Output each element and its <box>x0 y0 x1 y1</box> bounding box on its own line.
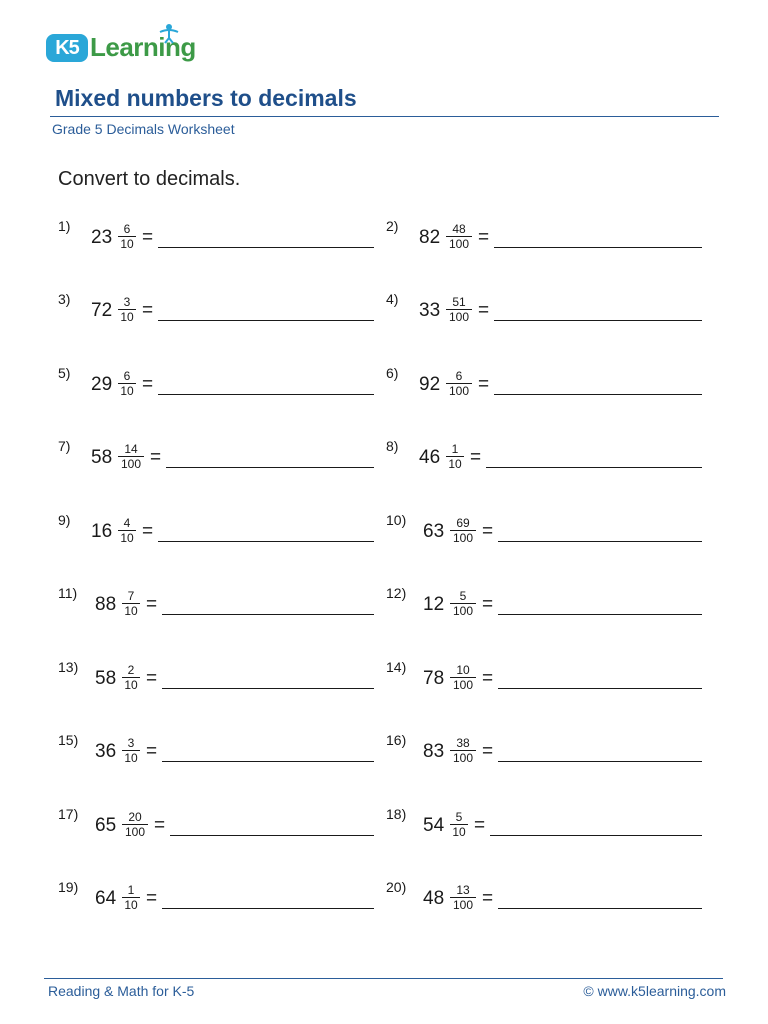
whole-number: 88 <box>95 594 117 615</box>
fraction-numerator: 7 <box>127 589 135 603</box>
fraction <box>446 369 472 399</box>
fraction-denominator: 10 <box>452 825 466 839</box>
answer-line[interactable] <box>162 688 374 689</box>
fraction <box>446 222 472 252</box>
k5-learning-logo <box>44 22 214 68</box>
fraction-numerator: 48 <box>452 222 466 236</box>
whole-number: 36 <box>95 741 117 762</box>
equals-sign: = <box>142 521 154 542</box>
equals-sign: = <box>482 594 494 615</box>
fraction <box>446 295 472 325</box>
whole-number: 12 <box>423 594 445 615</box>
fraction-denominator: 100 <box>448 237 470 251</box>
equals-sign: = <box>482 741 494 762</box>
fraction-numerator: 5 <box>455 810 463 824</box>
problem-number: 4) <box>386 291 399 307</box>
problem-number: 1) <box>58 218 71 234</box>
fraction-numerator: 6 <box>123 222 131 236</box>
whole-number: 82 <box>419 227 441 248</box>
problem-number: 11) <box>58 585 78 601</box>
problem-item <box>386 512 704 552</box>
equals-sign: = <box>146 888 158 909</box>
answer-line[interactable] <box>158 394 374 395</box>
equals-sign: = <box>474 815 486 836</box>
equals-sign: = <box>146 741 158 762</box>
fraction <box>450 516 476 546</box>
whole-number: 33 <box>419 300 441 321</box>
page-title: Mixed numbers to decimals <box>55 85 357 111</box>
fraction-denominator: 100 <box>452 898 474 912</box>
problem-item <box>386 806 704 846</box>
answer-line[interactable] <box>498 761 702 762</box>
whole-number: 64 <box>95 888 117 909</box>
whole-number: 46 <box>419 447 441 468</box>
answer-line[interactable] <box>166 467 374 468</box>
problem-item <box>386 365 704 405</box>
fraction-numerator: 13 <box>456 883 470 897</box>
problem-item <box>386 291 704 331</box>
fraction <box>118 295 136 325</box>
problem-item <box>58 806 376 846</box>
answer-line[interactable] <box>498 541 702 542</box>
whole-number: 92 <box>419 374 441 395</box>
equals-sign: = <box>146 668 158 689</box>
answer-line[interactable] <box>498 614 702 615</box>
answer-line[interactable] <box>498 908 702 909</box>
equals-sign: = <box>482 888 494 909</box>
fraction-numerator: 69 <box>456 516 470 530</box>
problem-number: 20) <box>386 879 407 895</box>
fraction <box>450 883 476 913</box>
fraction-numerator: 38 <box>456 736 470 750</box>
fraction-denominator: 10 <box>124 751 138 765</box>
fraction <box>122 810 148 840</box>
fraction <box>122 883 140 913</box>
whole-number: 29 <box>91 374 113 395</box>
fraction-denominator: 100 <box>448 384 470 398</box>
fraction-denominator: 10 <box>124 898 138 912</box>
fraction-denominator: 10 <box>120 310 134 324</box>
problem-number: 18) <box>386 806 407 822</box>
problem-item <box>386 659 704 699</box>
whole-number: 23 <box>91 227 113 248</box>
fraction-numerator: 3 <box>127 736 135 750</box>
fraction <box>450 663 476 693</box>
fraction-numerator: 20 <box>128 810 142 824</box>
problem-item <box>58 659 376 699</box>
fraction-denominator: 100 <box>452 604 474 618</box>
fraction-numerator: 51 <box>452 295 466 309</box>
equals-sign: = <box>478 374 490 395</box>
problem-number: 17) <box>58 806 79 822</box>
fraction <box>450 589 476 619</box>
answer-line[interactable] <box>162 761 374 762</box>
problem-item <box>386 732 704 772</box>
fraction-denominator: 100 <box>452 531 474 545</box>
fraction-numerator: 5 <box>459 589 467 603</box>
problem-item <box>386 218 704 258</box>
answer-line[interactable] <box>490 835 702 836</box>
problem-item <box>58 879 376 919</box>
problem-number: 2) <box>386 218 399 234</box>
problem-number: 13) <box>58 659 79 675</box>
problem-number: 8) <box>386 438 399 454</box>
fraction-denominator: 10 <box>124 678 138 692</box>
whole-number: 65 <box>95 815 117 836</box>
problem-number: 15) <box>58 732 79 748</box>
equals-sign: = <box>154 815 166 836</box>
answer-line[interactable] <box>162 908 374 909</box>
fraction-numerator: 2 <box>127 663 135 677</box>
answer-line[interactable] <box>158 541 374 542</box>
answer-line[interactable] <box>498 688 702 689</box>
problem-item <box>58 438 376 478</box>
problem-number: 3) <box>58 291 71 307</box>
problem-item <box>386 585 704 625</box>
fraction <box>118 222 136 252</box>
equals-sign: = <box>482 668 494 689</box>
logo-wordmark: Learning <box>90 32 196 62</box>
fraction <box>122 663 140 693</box>
equals-sign: = <box>478 300 490 321</box>
whole-number: 63 <box>423 521 445 542</box>
problem-number: 19) <box>58 879 79 895</box>
equals-sign: = <box>478 227 490 248</box>
header-divider <box>50 116 719 117</box>
answer-line[interactable] <box>494 320 702 321</box>
whole-number: 54 <box>423 815 445 836</box>
fraction <box>450 736 476 766</box>
problem-item <box>58 732 376 772</box>
answer-line[interactable] <box>494 394 702 395</box>
fraction-numerator: 6 <box>455 369 463 383</box>
fraction <box>450 810 468 840</box>
problem-number: 16) <box>386 732 407 748</box>
answer-line[interactable] <box>158 320 374 321</box>
footer-website: © www.k5learning.com <box>583 983 726 999</box>
fraction-numerator: 6 <box>123 369 131 383</box>
equals-sign: = <box>150 447 162 468</box>
instruction-text: Convert to decimals. <box>58 168 241 190</box>
whole-number: 58 <box>91 447 113 468</box>
fraction <box>122 589 140 619</box>
whole-number: 72 <box>91 300 113 321</box>
equals-sign: = <box>142 227 154 248</box>
fraction-numerator: 1 <box>451 442 459 456</box>
fraction-denominator: 10 <box>448 457 462 471</box>
fraction-numerator: 1 <box>127 883 135 897</box>
whole-number: 16 <box>91 521 113 542</box>
problem-item <box>58 291 376 331</box>
fraction <box>446 442 464 472</box>
answer-line[interactable] <box>486 467 702 468</box>
equals-sign: = <box>470 447 482 468</box>
fraction-denominator: 10 <box>120 384 134 398</box>
fraction-numerator: 4 <box>123 516 131 530</box>
fraction-denominator: 100 <box>452 678 474 692</box>
answer-line[interactable] <box>158 247 374 248</box>
page-subtitle: Grade 5 Decimals Worksheet <box>52 121 235 137</box>
footer-tagline: Reading & Math for K-5 <box>48 983 195 999</box>
fraction-denominator: 100 <box>448 310 470 324</box>
answer-line[interactable] <box>170 835 374 836</box>
logo-k5-badge: K5 <box>46 34 88 62</box>
fraction-denominator: 100 <box>124 825 146 839</box>
equals-sign: = <box>142 374 154 395</box>
problem-item <box>58 585 376 625</box>
fraction-denominator: 10 <box>120 531 134 545</box>
problem-number: 7) <box>58 438 71 454</box>
equals-sign: = <box>146 594 158 615</box>
whole-number: 83 <box>423 741 445 762</box>
fraction <box>118 442 144 472</box>
problem-number: 10) <box>386 512 407 528</box>
fraction <box>118 369 136 399</box>
answer-line[interactable] <box>162 614 374 615</box>
footer-divider <box>44 978 723 979</box>
answer-line[interactable] <box>494 247 702 248</box>
fraction-denominator: 100 <box>120 457 142 471</box>
fraction-numerator: 3 <box>123 295 131 309</box>
problem-number: 14) <box>386 659 407 675</box>
whole-number: 58 <box>95 668 117 689</box>
problem-item <box>58 512 376 552</box>
fraction-denominator: 10 <box>124 604 138 618</box>
equals-sign: = <box>142 300 154 321</box>
problem-item <box>386 438 704 478</box>
logo-figure-icon <box>154 22 184 44</box>
problem-item <box>58 218 376 258</box>
fraction-numerator: 14 <box>124 442 138 456</box>
fraction <box>122 736 140 766</box>
fraction-denominator: 10 <box>120 237 134 251</box>
problem-item <box>386 879 704 919</box>
whole-number: 78 <box>423 668 445 689</box>
fraction-denominator: 100 <box>452 751 474 765</box>
fraction <box>118 516 136 546</box>
equals-sign: = <box>482 521 494 542</box>
problem-number: 5) <box>58 365 71 381</box>
problem-number: 12) <box>386 585 407 601</box>
problem-number: 9) <box>58 512 71 528</box>
problem-item <box>58 365 376 405</box>
problem-number: 6) <box>386 365 399 381</box>
whole-number: 48 <box>423 888 445 909</box>
fraction-numerator: 10 <box>456 663 470 677</box>
